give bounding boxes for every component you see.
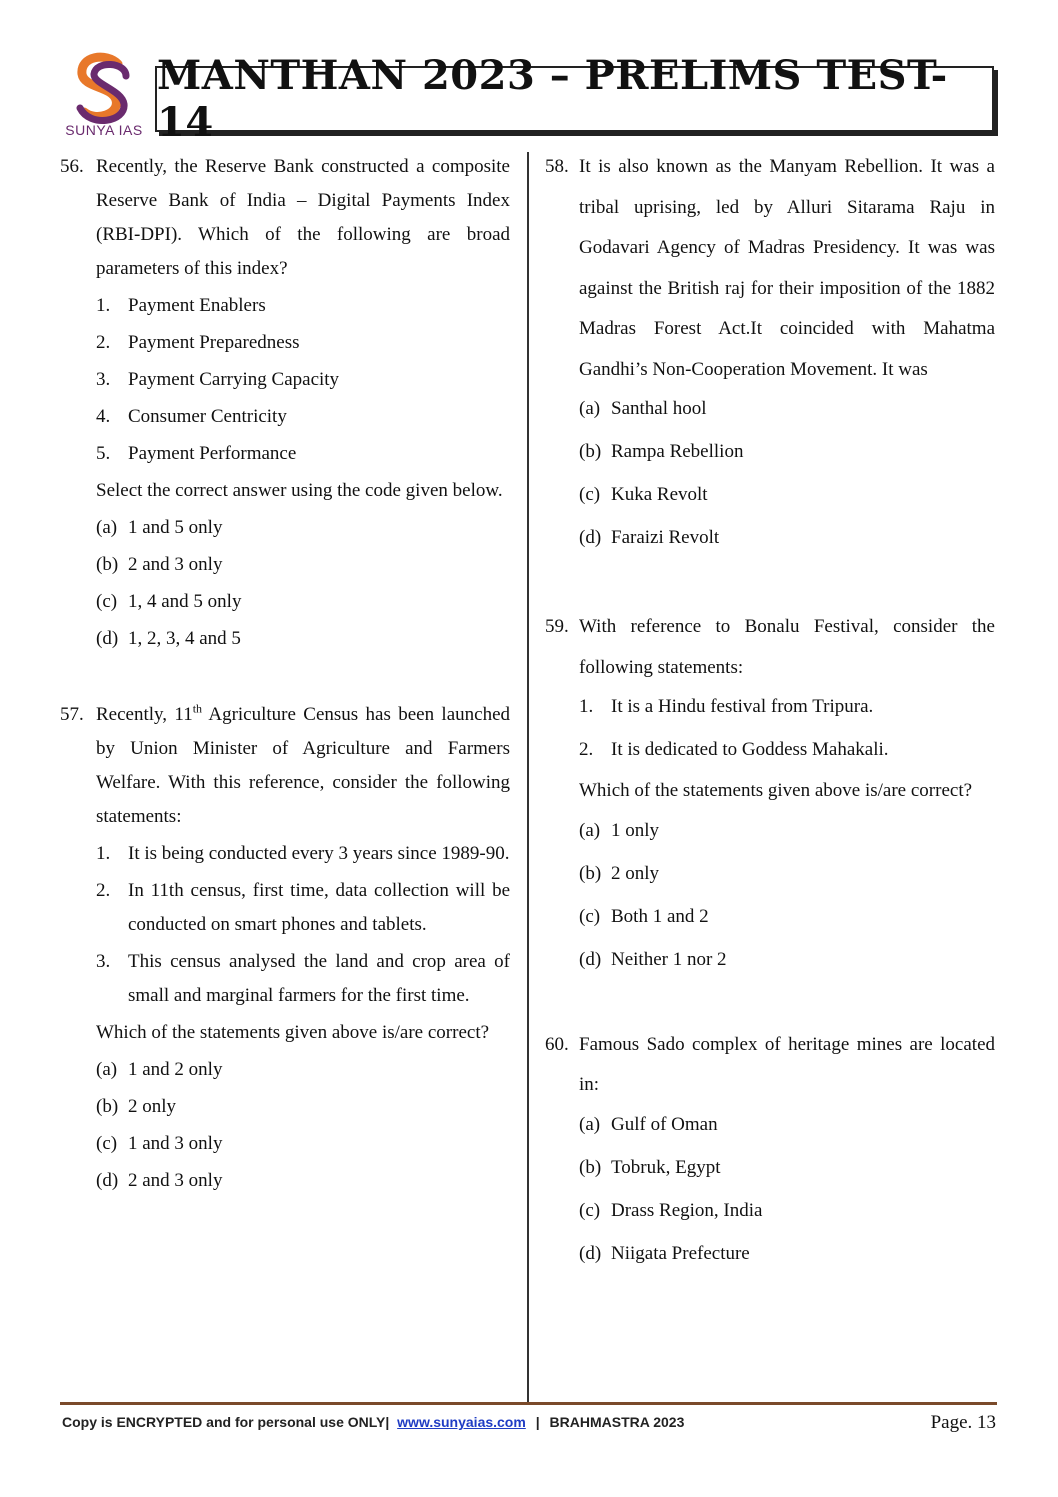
item-text: In 11th census, first time, data collection will be conducted on smart phones and tablets. xyxy=(128,880,510,935)
title-box xyxy=(155,52,994,146)
footer-website-link[interactable]: www.sunyaias.com xyxy=(397,1414,526,1430)
question-number: 56. xyxy=(60,156,84,177)
option-text: 2 only xyxy=(611,862,660,884)
option-text: Faraizi Revolt xyxy=(611,527,720,548)
option-letter: (a) xyxy=(579,1113,601,1135)
question-stem: It is also known as the Manyam Rebellion. It was a tribal uprising, led by Alluri Sitarama Raju in Godavari Agency of Madras Presidency. It was was against the British raj for their imposition of the 1882 Madras Forest Act.It coincided with Mahatma Gandhi’s Non-Cooperation Movement. It was xyxy=(579,156,995,380)
left-column xyxy=(60,150,510,1198)
item-number: 3. xyxy=(96,951,111,972)
option-text: 2 only xyxy=(128,1096,177,1117)
page-number: Page. 13 xyxy=(930,1412,996,1433)
option-text: Gulf of Oman xyxy=(611,1113,718,1135)
question-stem: With reference to Bonalu Festival, consider the following statements: xyxy=(579,616,995,678)
item-text: Payment Performance xyxy=(128,443,297,464)
item-text: Consumer Centricity xyxy=(128,406,287,427)
question-stem: Famous Sado complex of heritage mines are located in: xyxy=(579,1033,995,1095)
option-letter: (d) xyxy=(579,948,602,970)
option-text: Both 1 and 2 xyxy=(611,905,709,927)
option-letter: (b) xyxy=(579,1156,602,1178)
option-letter: (d) xyxy=(579,1242,602,1264)
item-text: It is a Hindu festival from Tripura. xyxy=(611,696,874,717)
option-letter: (b) xyxy=(579,862,602,884)
option-text: 1 only xyxy=(611,819,660,841)
option-text: 1 and 5 only xyxy=(128,517,223,538)
question-58 xyxy=(545,150,995,555)
option-text: 1 and 2 only xyxy=(128,1059,223,1080)
option-letter: (c) xyxy=(579,905,601,927)
question-56 xyxy=(60,150,510,656)
question-note: Which of the statements given above is/are correct? xyxy=(579,780,973,801)
question-stem: Recently, the Reserve Bank constructed a composite Reserve Bank of India – Digital Payments Index (RBI-DPI). Which of the following are broad parameters of this index? xyxy=(96,156,510,279)
footer-copy: Copy is ENCRYPTED and for personal use ONLY| xyxy=(62,1414,390,1430)
option-letter: (c) xyxy=(96,1133,118,1154)
item-number: 2. xyxy=(579,739,594,760)
question-number: 60. xyxy=(545,1033,569,1055)
option-text: 1, 4 and 5 only xyxy=(128,591,242,612)
option-letter: (a) xyxy=(96,517,118,538)
option-letter: (c) xyxy=(579,1199,601,1221)
option-text: Niigata Prefecture xyxy=(611,1242,750,1264)
question-stem: Recently, 11th Agriculture Census has been launched by Union Minister of Agriculture and Farmers Welfare. With this reference, consider the following statements: xyxy=(96,701,510,827)
item-text: Payment Preparedness xyxy=(128,332,300,353)
option-text: Neither 1 nor 2 xyxy=(611,948,727,970)
column-divider xyxy=(527,152,529,1402)
logo-text: SUNYA IAS xyxy=(65,122,143,138)
option-letter: (b) xyxy=(96,1096,119,1117)
question-number: 58. xyxy=(545,156,569,177)
item-text: It is dedicated to Goddess Mahakali. xyxy=(611,739,889,760)
item-number: 1. xyxy=(96,295,111,316)
footer-separator: | xyxy=(535,1414,540,1430)
option-letter: (b) xyxy=(579,441,602,462)
option-text: Tobruk, Egypt xyxy=(611,1156,721,1178)
item-number: 3. xyxy=(96,369,111,390)
question-60 xyxy=(545,1025,995,1271)
option-letter: (d) xyxy=(579,527,602,548)
right-column xyxy=(545,150,995,1271)
option-letter: (a) xyxy=(579,398,601,419)
option-text: Drass Region, India xyxy=(611,1199,763,1221)
question-number: 57. xyxy=(60,704,84,725)
option-text: 1, 2, 3, 4 and 5 xyxy=(128,628,241,649)
item-number: 4. xyxy=(96,406,111,427)
question-57 xyxy=(60,698,510,1198)
option-letter: (c) xyxy=(579,484,601,505)
option-letter: (a) xyxy=(96,1059,118,1080)
option-letter: (b) xyxy=(96,554,119,575)
question-59 xyxy=(545,607,995,977)
item-text: Payment Enablers xyxy=(128,295,266,316)
footer-brand: BRAHMASTRA 2023 xyxy=(549,1414,685,1430)
question-note: Select the correct answer using the code given below. xyxy=(96,480,503,501)
item-number: 1. xyxy=(579,696,594,717)
option-text: 2 and 3 only xyxy=(128,554,223,575)
item-text: Payment Carrying Capacity xyxy=(128,369,340,390)
option-text: 2 and 3 only xyxy=(128,1170,223,1191)
question-note: Which of the statements given above is/are correct? xyxy=(96,1022,490,1043)
option-letter: (d) xyxy=(96,628,119,649)
item-text: This census analysed the land and crop area of small and marginal farmers for the first time. xyxy=(128,951,510,1006)
option-text: Santhal hool xyxy=(611,398,707,419)
option-letter: (d) xyxy=(96,1170,119,1191)
item-text: It is being conducted every 3 years since 1989-90. xyxy=(128,843,510,864)
item-number: 2. xyxy=(96,332,111,353)
option-text: Rampa Rebellion xyxy=(611,441,744,462)
footer-divider xyxy=(60,1402,997,1405)
item-number: 5. xyxy=(96,443,111,464)
item-number: 2. xyxy=(96,880,111,901)
item-number: 1. xyxy=(96,843,111,864)
page-title: MANTHAN 2023 – PRELIMS TEST-14 xyxy=(157,52,948,146)
footer xyxy=(62,1414,684,1430)
option-text: Kuka Revolt xyxy=(611,484,708,505)
option-letter: (a) xyxy=(579,819,601,841)
option-letter: (c) xyxy=(96,591,118,612)
option-text: 1 and 3 only xyxy=(128,1133,223,1154)
question-number: 59. xyxy=(545,616,569,637)
